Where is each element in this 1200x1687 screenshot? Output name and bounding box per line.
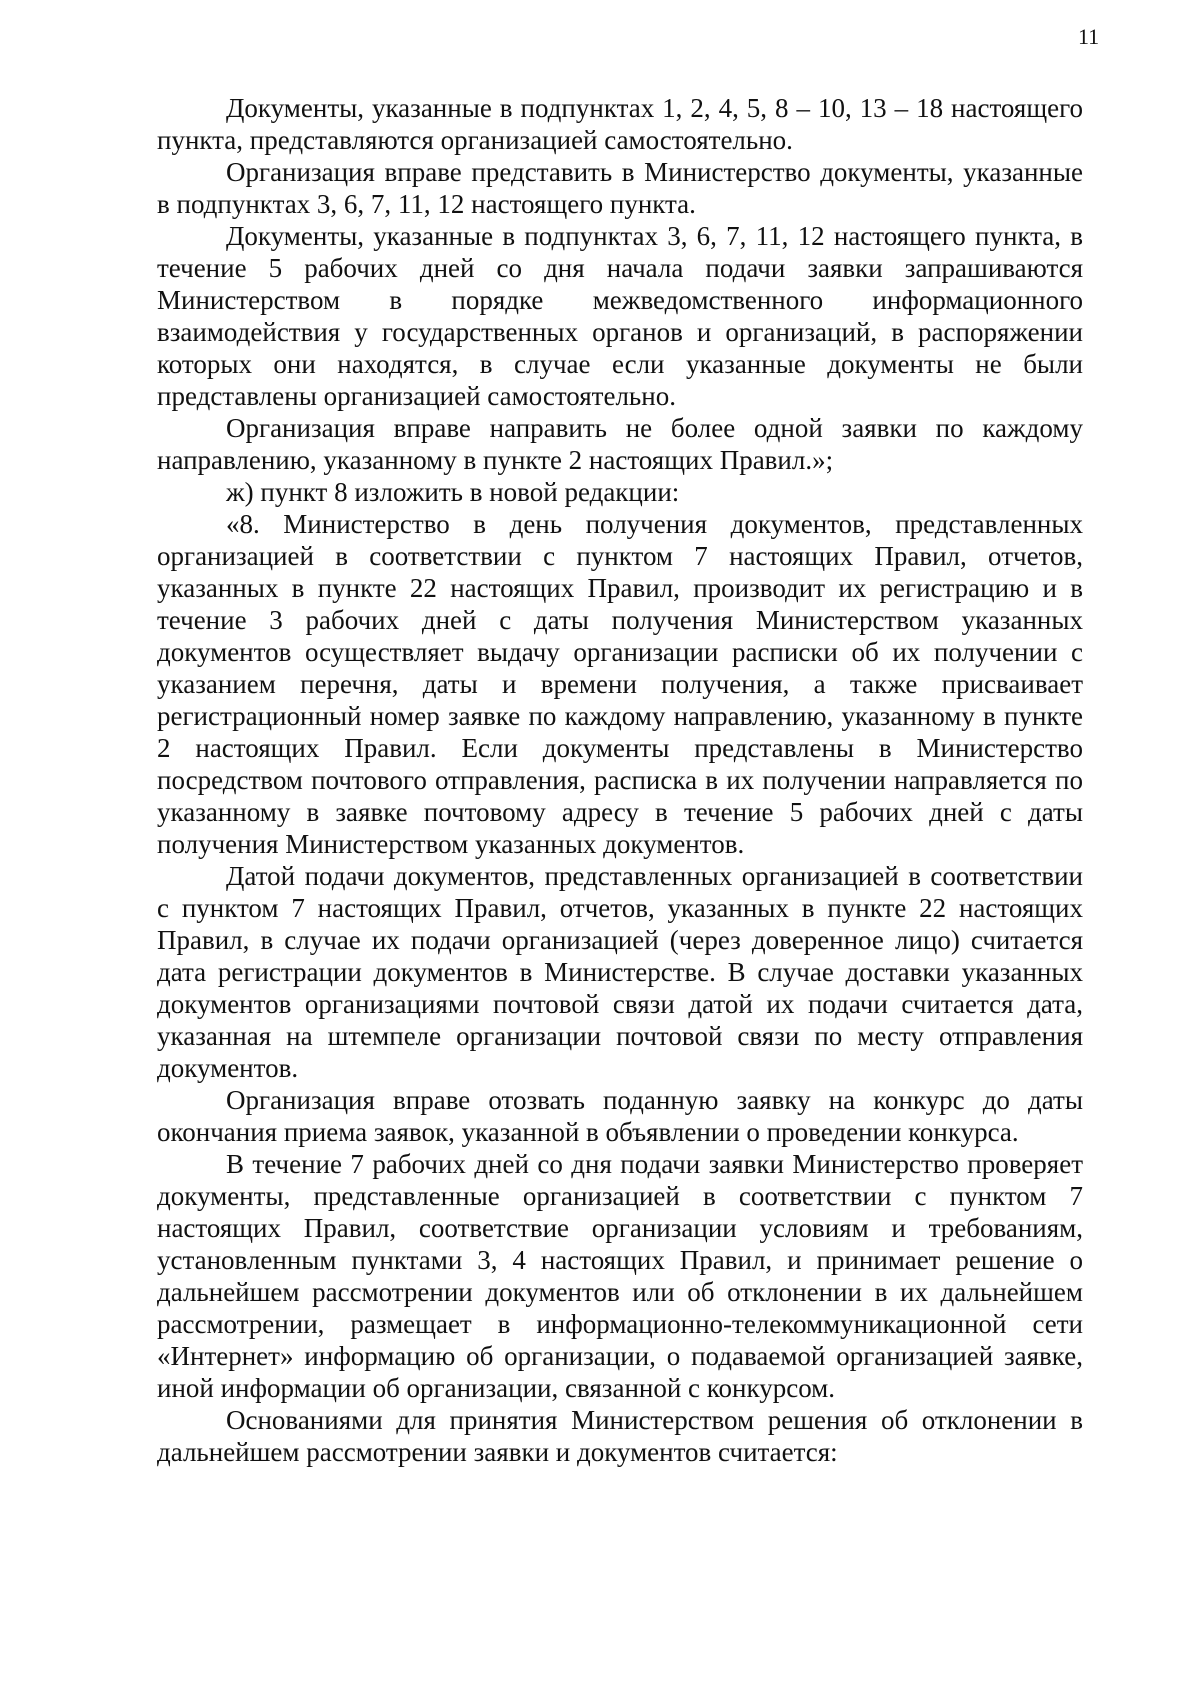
- paragraph-8: Организация вправе отозвать поданную заявку на конкурс до даты окончания приема заявок, указанной в объявлении о проведении конкурса.: [157, 1085, 1083, 1147]
- paragraph-2: Организация вправе представить в Министерство документы, указанные в подпунктах 3, 6, 7, 11, 12 настоящего пункта.: [157, 157, 1083, 219]
- paragraph-9: В течение 7 рабочих дней со дня подачи заявки Министерство проверяет документы, представленные организацией в соответствии с пунктом 7 настоящих Правил, соответствие организации условиям и требованиям, установленным пунктами 3, 4 настоящих Правил, и принимает решение о дальнейшем рассмотрении документов или об отклонении в их дальнейшем рассмотрении, размещает в информационно-телекоммуникационной сети «Интернет» информацию об организации, о подаваемой организацией заявке, иной информации об организации, связанной с конкурсом.: [157, 1149, 1083, 1403]
- paragraph-10: Основаниями для принятия Министерством решения об отклонении в дальнейшем рассмотрении заявки и документов считается:: [157, 1405, 1083, 1467]
- document-body: [157, 92, 1083, 1468]
- paragraph-1: Документы, указанные в подпунктах 1, 2, 4, 5, 8 – 10, 13 – 18 настоящего пункта, представляются организацией самостоятельно.: [157, 93, 1083, 155]
- paragraph-6: «8. Министерство в день получения документов, представленных организацией в соответствии с пунктом 7 настоящих Правил, отчетов, указанных в пункте 22 настоящих Правил, производит их регистрацию и в течение 3 рабочих дней с даты получения Министерством указанных документов осуществляет выдачу организации расписки об их получении с указанием перечня, даты и времени получения, а также присваивает регистрационный номер заявке по каждому направлению, указанному в пункте 2 настоящих Правил. Если документы представлены в Министерство посредством почтового отправления, расписка в их получении направляется по указанному в заявке почтовому адресу в течение 5 рабочих дней с даты получения Министерством указанных документов.: [157, 509, 1083, 859]
- paragraph-4: Организация вправе направить не более одной заявки по каждому направлению, указанному в пункте 2 настоящих Правил.»;: [157, 413, 1083, 475]
- paragraph-7: Датой подачи документов, представленных организацией в соответствии с пунктом 7 настоящих Правил, отчетов, указанных в пункте 22 настоящих Правил, в случае их подачи организацией (через доверенное лицо) считается дата регистрации документов в Министерстве. В случае доставки указанных документов организациями почтовой связи датой их подачи считается дата, указанная на штемпеле организации почтовой связи по месту отправления документов.: [157, 861, 1083, 1083]
- paragraph-3: Документы, указанные в подпунктах 3, 6, 7, 11, 12 настоящего пункта, в течение 5 рабочих дней со дня начала подачи заявки запрашиваются Министерством в порядке межведомственного информационного взаимодействия у государственных органов и организаций, в распоряжении которых они находятся, в случае если указанные документы не были представлены организацией самостоятельно.: [157, 221, 1083, 411]
- paragraph-5: ж) пункт 8 изложить в новой редакции:: [226, 477, 680, 507]
- page-number: 11: [1078, 24, 1100, 49]
